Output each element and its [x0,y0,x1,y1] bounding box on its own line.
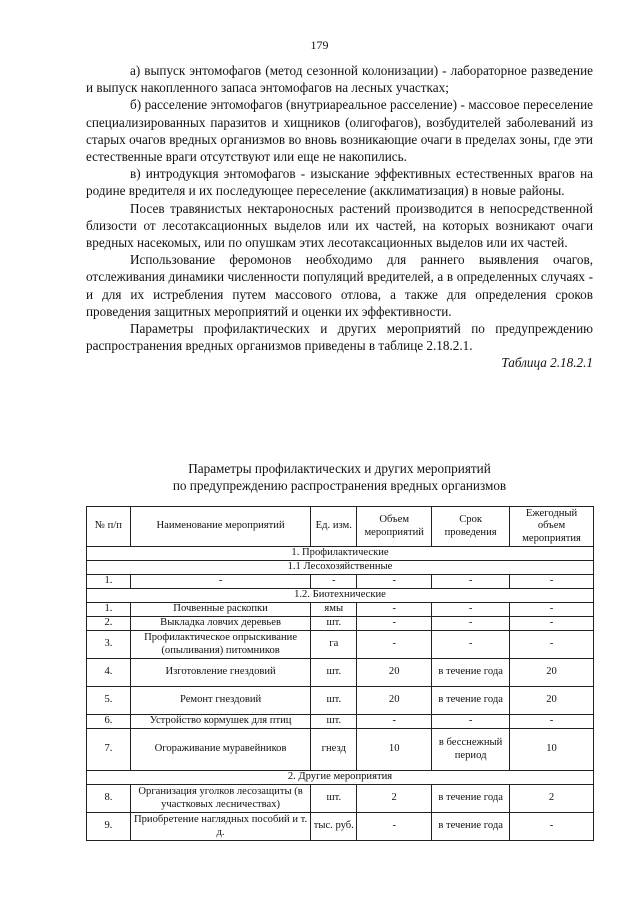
table-row [87,785,594,813]
page-number: 179 [310,38,329,52]
cell-volume: 20 [357,659,432,687]
header-volume: Объем мероприятий [357,507,432,547]
header-term: Срок проведения [432,507,510,547]
section-row [87,589,594,603]
cell-num: 9. [87,813,131,841]
cell-annual: - [510,715,594,729]
cell-annual: 20 [510,659,594,687]
table-caption: Таблица 2.18.2.1 [501,355,593,371]
cell-volume: 2 [357,785,432,813]
cell-unit: шт. [311,785,357,813]
subsection-1-2-label: 1.2. Биотехнические [87,589,594,603]
table-row [87,659,594,687]
cell-annual: - [510,603,594,617]
cell-term: в бесснежный период [432,729,510,771]
paragraph-pheromones: Использование феромонов необходимо для раннего выявления очагов, отслеживания динамики численности популяций вредителей, а в определенных случаях - и для их истребления путем массового отлова, а также для определения сроков проведения защитных мероприятий и оценки их эффективности. [86,252,593,319]
table-row [87,813,594,841]
cell-volume: - [357,631,432,659]
header-name: Наименование мероприятий [130,507,311,547]
table-row [87,603,594,617]
cell-volume: 10 [357,729,432,771]
cell-term: в течение года [432,659,510,687]
section-row [87,561,594,575]
cell-name: Изготовление гнездовий [130,659,311,687]
measures-table [86,506,594,841]
section-row [87,771,594,785]
cell-term: - [432,575,510,589]
cell-annual: - [510,813,594,841]
cell-unit: шт. [311,687,357,715]
cell-annual: - [510,575,594,589]
cell-unit: шт. [311,715,357,729]
paragraph-sowing: Посев травянистых нектароносных растений производится в непосредственной близости от лесотаксационных выделов или их частей, на которых возникают очаги вредных насекомых, или по опушкам этих лесотаксационных выделов или их частей. [86,200,593,251]
cell-volume: - [357,603,432,617]
cell-unit: тыс. руб. [311,813,357,841]
table-row [87,687,594,715]
cell-annual: 2 [510,785,594,813]
cell-num: 5. [87,687,131,715]
cell-name: - [130,575,311,589]
paragraph-a: а) выпуск энтомофагов (метод сезонной колонизации) - лабораторное разведение и выпуск накопленного запаса энтомофагов на лесных участках; [86,63,593,96]
table-row [87,617,594,631]
table-title [86,460,593,494]
cell-annual: - [510,617,594,631]
cell-name: Организация уголков лесозащиты (в участковых лесничествах) [130,785,311,813]
table-header-row [87,507,594,547]
body-text [86,62,593,372]
section-row [87,547,594,561]
header-annual: Ежегодный объем мероприятия [510,507,594,547]
subsection-1-1-label: 1.1 Лесохозяйственные [87,561,594,575]
cell-name: Выкладка ловчих деревьев [130,617,311,631]
cell-name: Профилактическое опрыскивание (опыливания) питомников [130,631,311,659]
cell-num: 1. [87,603,131,617]
cell-name: Устройство кормушек для птиц [130,715,311,729]
cell-term: в течение года [432,813,510,841]
header-num: № п/п [87,507,131,547]
cell-annual: - [510,631,594,659]
cell-unit: ямы [311,603,357,617]
cell-num: 4. [87,659,131,687]
cell-term: - [432,715,510,729]
cell-volume: - [357,813,432,841]
cell-name: Приобретение наглядных пособий и т. д. [130,813,311,841]
cell-term: в течение года [432,785,510,813]
cell-annual: 20 [510,687,594,715]
paragraph-parameters: Параметры профилактических и других мероприятий по предупреждению распространения вредных организмов приведены в таблице 2.18.2.1. [86,321,593,354]
cell-num: 2. [87,617,131,631]
section-1-label: 1. Профилактические [87,547,594,561]
table-title-line-1: Параметры профилактических и других мероприятий [188,461,491,476]
cell-volume: - [357,715,432,729]
cell-unit: шт. [311,659,357,687]
paragraph-b: б) расселение энтомофагов (внутриареальное расселение) - массовое переселение специализированных паразитов и хищников (олигофагов), возбудителей заболеваний из старых очагов вредных организмов во вновь возникающие очаги в пределах зоны, где эти естественные враги отсутствуют или еще не накопились. [86,97,593,165]
cell-num: 6. [87,715,131,729]
cell-unit: шт. [311,617,357,631]
cell-unit: га [311,631,357,659]
cell-num: 1. [87,575,131,589]
cell-name: Почвенные раскопки [130,603,311,617]
table-row [87,715,594,729]
section-2-label: 2. Другие мероприятия [87,771,594,785]
cell-num: 7. [87,729,131,771]
cell-term: - [432,617,510,631]
cell-num: 3. [87,631,131,659]
cell-volume: - [357,617,432,631]
table-row [87,729,594,771]
table-title-line-2: по предупреждению распространения вредных организмов [172,478,507,494]
cell-name: Ремонт гнездовий [130,687,311,715]
table-row [87,575,594,589]
cell-volume: 20 [357,687,432,715]
paragraph-c: в) интродукция энтомофагов - изыскание эффективных естественных врагов на родине вредителя и их последующее переселение (акклиматизация) в новые районы. [86,166,593,199]
cell-num: 8. [87,785,131,813]
cell-volume: - [357,575,432,589]
cell-annual: 10 [510,729,594,771]
table-row [87,631,594,659]
cell-unit: - [311,575,357,589]
cell-name: Огораживание муравейников [130,729,311,771]
cell-term: - [432,631,510,659]
cell-unit: гнезд [311,729,357,771]
header-unit: Ед. изм. [311,507,357,547]
cell-term: в течение года [432,687,510,715]
cell-term: - [432,603,510,617]
